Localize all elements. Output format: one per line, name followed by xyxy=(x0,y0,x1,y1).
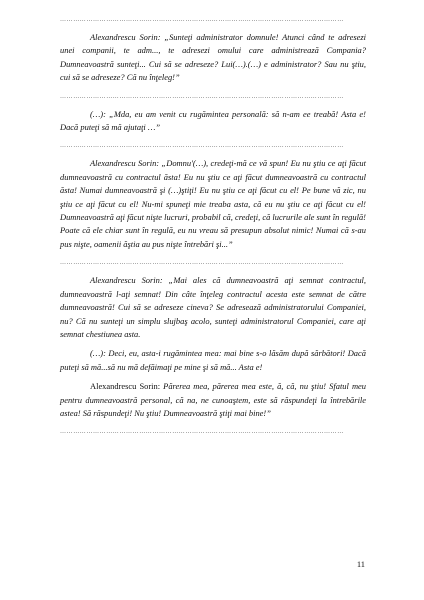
separator: ………………………………………………………………………………………………………………… xyxy=(60,93,344,100)
paragraph-text: „Mai ales că dumneavoastră aţi semnat contractul, dumneavoastră l-aţi semnat! Din câte înţeleg contractul acesta este semnat de către dumneavoastră! Cui să se adreseze cineva? Se adresează administratorului Companiei, nu? Că nu sunteţi un simplu slujbaş acolo, sunteţi administratorul Companiei, care aţi semnat chestiunea asta. xyxy=(60,275,367,339)
separator: ………………………………………………………………………………………………………………… xyxy=(60,143,344,150)
paragraph-1 xyxy=(60,31,366,85)
separator: ………………………………………………………………………………………………………………… xyxy=(60,260,344,267)
paragraph-text: „Domnu'(…), credeţi-mă ce vă spun! Eu nu ştiu ce aţi făcut dumneavoastră cu contractul ăsta! Eu nu ştiu ce aţi făcut dumneavoastră cu contractul ăsta! Numai dumneavoastră şi (…)ştiţi! Eu nu ştiu ce aţi făcut cu el! Pe bune vă zic, nu ştiu ce aţi făcut cu el! Nu-mi spuneţi mie treaba asta, că eu nu ştiu ce aţi făcut cu el! Dumneavoastră aţi făcut nişte lucruri, probabil că, credeţi, că lucrurile ale sunt în regulă! Poate că ele chiar sunt în regulă, eu nu vreau să presupun absolut nimic! Numai că s-au pus nişte, oamenii ăştia au pus nişte întrebări şi...” xyxy=(60,158,366,249)
speaker-name: Alexandrescu Sorin: xyxy=(90,275,163,286)
speaker-name: Alexandrescu Sorin: xyxy=(90,158,160,169)
speaker-name: Alexandrescu Sorin: xyxy=(90,381,161,392)
paragraph-text: „Sunteţi administrator domnule! Atunci când te adresezi unei companii, te adm..., te adresezi omului care administrează Compania? Dumneavoastră sunteţi... Cui să se adreseze? Lui(…).(…) e administrator? Sau nu ştiu, cui să se adreseze? Că nu înţeleg!” xyxy=(60,32,366,83)
speaker-name: (…): xyxy=(90,108,106,119)
separator: ………………………………………………………………………………………………………………… xyxy=(60,17,344,23)
page-number: 11 xyxy=(356,559,365,569)
paragraph-text: Părerea mea, părerea mea este, ă, că, nu ştiu! Sfatul meu pentru dumneavoastră personal, că na, ne cunoaştem, este să răspundeţi la întrebările astea! Să răspundeţi! Nu ştiu! Dumneavoastră ştiţi mai bine!” xyxy=(60,381,366,418)
document-body xyxy=(60,14,366,443)
separator: ………………………………………………………………………………………………………………… xyxy=(60,429,344,436)
paragraph-4 xyxy=(60,274,366,341)
paragraph-text: Deci, eu, asta-i rugămintea mea: mai bine s-o lăsăm după sărbători! Dacă puteţi să mă...să nu mă defăimaţi pe mine şi să mă... Asta e! xyxy=(60,348,366,372)
speaker-name: (…): xyxy=(90,348,106,359)
paragraph-2 xyxy=(60,108,366,135)
paragraph-5 xyxy=(60,347,366,374)
paragraph-text: „Mda, eu am venit cu rugămintea personală: să n-am ee treabă! Asta e! Dacă puteţi să mă ajutaţi …” xyxy=(60,108,366,133)
speaker-name: Alexandrescu Sorin: xyxy=(90,32,161,42)
paragraph-3 xyxy=(60,157,366,251)
paragraph-6 xyxy=(60,380,366,420)
